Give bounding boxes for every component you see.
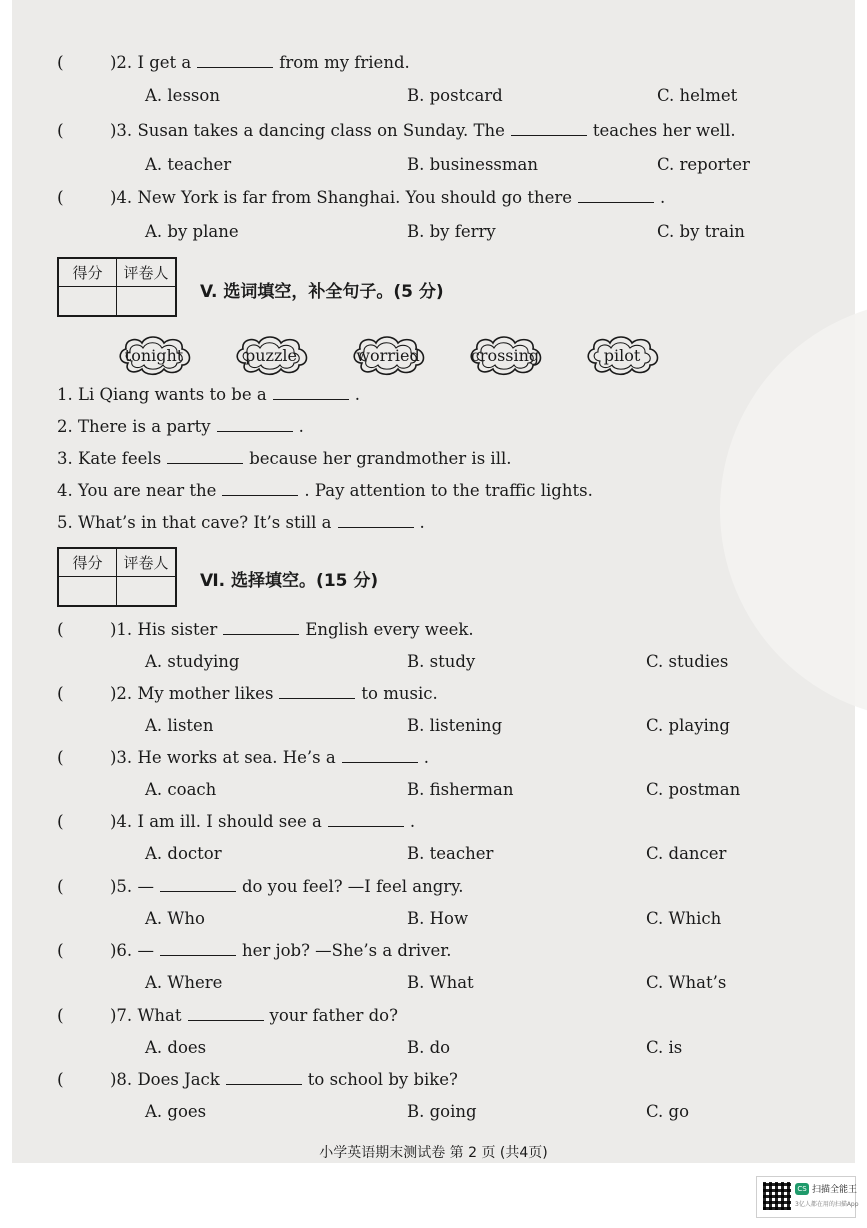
option-b[interactable]: B. going xyxy=(407,1102,477,1121)
fill-sentence xyxy=(57,513,425,533)
question-line xyxy=(110,121,736,141)
word-option[interactable]: pilot xyxy=(603,345,641,365)
fill-sentence xyxy=(57,385,360,405)
answer-blank[interactable] xyxy=(342,748,418,763)
word-option[interactable]: tonight xyxy=(124,345,184,365)
question-line xyxy=(110,684,438,704)
option-b[interactable]: B. study xyxy=(407,652,476,671)
sentence-text-after: . xyxy=(298,417,304,436)
option-b[interactable]: B. How xyxy=(407,909,469,928)
score-box-part6 xyxy=(57,547,177,607)
answer-blank[interactable] xyxy=(273,385,349,400)
answer-blank[interactable] xyxy=(279,684,355,699)
question-text-after: from my friend. xyxy=(279,53,410,72)
answer-paren[interactable]: ( xyxy=(57,812,64,832)
question-text-before: I am ill. I should see a xyxy=(137,812,322,831)
question-text-before: — xyxy=(137,877,154,896)
word-cloud xyxy=(231,333,311,377)
question-number: )7. xyxy=(110,1006,133,1025)
question-line xyxy=(110,53,410,73)
sentence-text-after: . Pay attention to the traffic lights. xyxy=(304,481,593,500)
sentence-text-before: 4. You are near the xyxy=(57,481,217,500)
option-c[interactable]: C. Which xyxy=(646,909,722,928)
grader-label: 评卷人 xyxy=(117,549,175,577)
answer-blank[interactable] xyxy=(160,877,236,892)
option-a[interactable]: A. Where xyxy=(145,973,223,992)
answer-paren[interactable]: ( xyxy=(57,748,64,768)
question-text-after: . xyxy=(423,748,429,767)
answer-blank[interactable] xyxy=(167,449,243,464)
score-cell xyxy=(59,577,117,605)
option-c[interactable]: C. postman xyxy=(646,780,741,799)
question-text-after: do you feel? —I feel angry. xyxy=(241,877,464,896)
option-a[interactable]: A. does xyxy=(145,1038,207,1057)
option-b[interactable]: B. postcard xyxy=(407,86,503,105)
option-b[interactable]: B. do xyxy=(407,1038,451,1057)
question-text-before: I get a xyxy=(137,53,192,72)
word-cloud xyxy=(465,333,545,377)
answer-paren[interactable]: ( xyxy=(57,1006,64,1026)
word-option[interactable]: puzzle xyxy=(245,345,297,365)
option-c[interactable]: C. is xyxy=(646,1038,683,1057)
page-footer: 小学英语期末测试卷 第 2 页 (共4页) xyxy=(319,1145,548,1161)
question-text-after: your father do? xyxy=(269,1006,398,1025)
score-label: 得分 xyxy=(59,549,117,577)
option-c[interactable]: C. playing xyxy=(646,716,730,735)
answer-paren[interactable]: ( xyxy=(57,1070,64,1090)
option-a[interactable]: A. coach xyxy=(145,780,217,799)
question-text-after: teaches her well. xyxy=(592,121,736,140)
question-number: )4. xyxy=(110,188,133,207)
option-a[interactable]: A. doctor xyxy=(145,844,222,863)
sentence-text-after: . xyxy=(419,513,425,532)
question-text-before: Susan takes a dancing class on Sunday. The xyxy=(137,121,505,140)
answer-paren[interactable]: ( xyxy=(57,121,64,141)
word-option[interactable]: crossing xyxy=(470,345,540,365)
option-b[interactable]: B. fisherman xyxy=(407,780,514,799)
option-a[interactable]: A. by plane xyxy=(145,222,239,241)
scanner-watermark xyxy=(756,1176,859,1218)
question-line xyxy=(110,1006,398,1026)
question-line xyxy=(110,877,464,897)
question-number: )1. xyxy=(110,620,133,639)
part6-title: Ⅵ. 选择填空。(15 分) xyxy=(200,571,379,591)
option-a[interactable]: A. goes xyxy=(145,1102,207,1121)
question-text-before: What xyxy=(137,1006,182,1025)
grader-cell xyxy=(117,287,175,315)
question-line xyxy=(110,620,474,640)
question-text-after: English every week. xyxy=(305,620,474,639)
question-text-after: to school by bike? xyxy=(307,1070,458,1089)
fill-sentence xyxy=(57,449,512,469)
option-c[interactable]: C. studies xyxy=(646,652,729,671)
answer-blank[interactable] xyxy=(160,941,236,956)
answer-blank[interactable] xyxy=(223,620,299,635)
question-text-before: My mother likes xyxy=(137,684,274,703)
answer-blank[interactable] xyxy=(217,417,293,432)
question-number: )5. xyxy=(110,877,133,896)
option-c[interactable]: C. by train xyxy=(657,222,745,241)
app-slogan: 3亿人都在用的扫描App xyxy=(795,1201,859,1208)
fill-sentence xyxy=(57,481,593,501)
option-b[interactable]: B. listening xyxy=(407,716,503,735)
answer-paren[interactable]: ( xyxy=(57,53,64,73)
answer-blank[interactable] xyxy=(226,1070,302,1085)
option-c[interactable]: C. What’s xyxy=(646,973,727,992)
question-number: )2. xyxy=(110,684,133,703)
option-b[interactable]: B. businessman xyxy=(407,155,538,174)
option-c[interactable]: C. dancer xyxy=(646,844,727,863)
option-b[interactable]: B. teacher xyxy=(407,844,494,863)
question-text-before: Does Jack xyxy=(137,1070,220,1089)
question-text-before: His sister xyxy=(137,620,218,639)
qr-code-icon xyxy=(763,1182,791,1210)
option-b[interactable]: B. What xyxy=(407,973,474,992)
question-text-before: — xyxy=(137,941,154,960)
question-number: )3. xyxy=(110,748,133,767)
score-cell xyxy=(59,287,117,315)
question-text-before: He works at sea. He’s a xyxy=(137,748,336,767)
sentence-text-before: 3. Kate feels xyxy=(57,449,162,468)
answer-blank[interactable] xyxy=(188,1006,264,1021)
word-cloud xyxy=(582,333,662,377)
answer-blank[interactable] xyxy=(338,513,414,528)
answer-blank[interactable] xyxy=(511,121,587,136)
answer-paren[interactable]: ( xyxy=(57,188,64,208)
option-c[interactable]: C. helmet xyxy=(657,86,738,105)
word-cloud xyxy=(348,333,428,377)
word-cloud xyxy=(114,333,194,377)
option-a[interactable]: A. teacher xyxy=(145,155,232,174)
question-line xyxy=(110,812,415,832)
answer-blank[interactable] xyxy=(197,53,273,68)
app-name: 扫描全能王 xyxy=(812,1185,858,1195)
option-a[interactable]: A. listen xyxy=(145,716,214,735)
option-c[interactable]: C. reporter xyxy=(657,155,750,174)
score-box-part5 xyxy=(57,257,177,317)
question-line xyxy=(110,1070,458,1090)
question-line xyxy=(110,941,452,961)
answer-paren[interactable]: ( xyxy=(57,684,64,704)
app-logo-icon: CS xyxy=(795,1183,809,1195)
answer-blank[interactable] xyxy=(222,481,298,496)
option-b[interactable]: B. by ferry xyxy=(407,222,496,241)
question-text-before: New York is far from Shanghai. You should go there xyxy=(137,188,573,207)
answer-blank[interactable] xyxy=(578,188,654,203)
answer-blank[interactable] xyxy=(328,812,404,827)
grader-label: 评卷人 xyxy=(117,259,175,287)
question-line xyxy=(110,188,665,208)
question-number: )3. xyxy=(110,121,133,140)
sentence-text-after: because her grandmother is ill. xyxy=(249,449,512,468)
score-label: 得分 xyxy=(59,259,117,287)
question-text-after: . xyxy=(660,188,666,207)
answer-paren[interactable]: ( xyxy=(57,620,64,640)
question-text-after: to music. xyxy=(361,684,438,703)
question-number: )4. xyxy=(110,812,133,831)
question-line xyxy=(110,748,429,768)
grader-cell xyxy=(117,577,175,605)
sentence-text-before: 5. What’s in that cave? It’s still a xyxy=(57,513,332,532)
question-text-after: . xyxy=(409,812,416,831)
question-number: )8. xyxy=(110,1070,133,1089)
answer-paren[interactable]: ( xyxy=(57,941,64,961)
option-a[interactable]: A. studying xyxy=(145,652,240,671)
sentence-text-before: 2. There is a party xyxy=(57,417,211,436)
option-c[interactable]: C. go xyxy=(646,1102,690,1121)
question-text-after: her job? —She’s a driver. xyxy=(241,941,452,960)
sentence-text-after: . xyxy=(354,385,360,404)
part5-title: V. 选词填空，补全句子。(5 分) xyxy=(200,282,444,302)
question-number: )6. xyxy=(110,941,133,960)
sentence-text-before: 1. Li Qiang wants to be a xyxy=(57,385,267,404)
question-number: )2. xyxy=(110,53,133,72)
answer-paren[interactable]: ( xyxy=(57,877,64,897)
word-option[interactable]: worried xyxy=(356,345,420,365)
option-a[interactable]: A. lesson xyxy=(145,86,220,105)
fill-sentence xyxy=(57,417,304,437)
option-a[interactable]: A. Who xyxy=(145,909,205,928)
